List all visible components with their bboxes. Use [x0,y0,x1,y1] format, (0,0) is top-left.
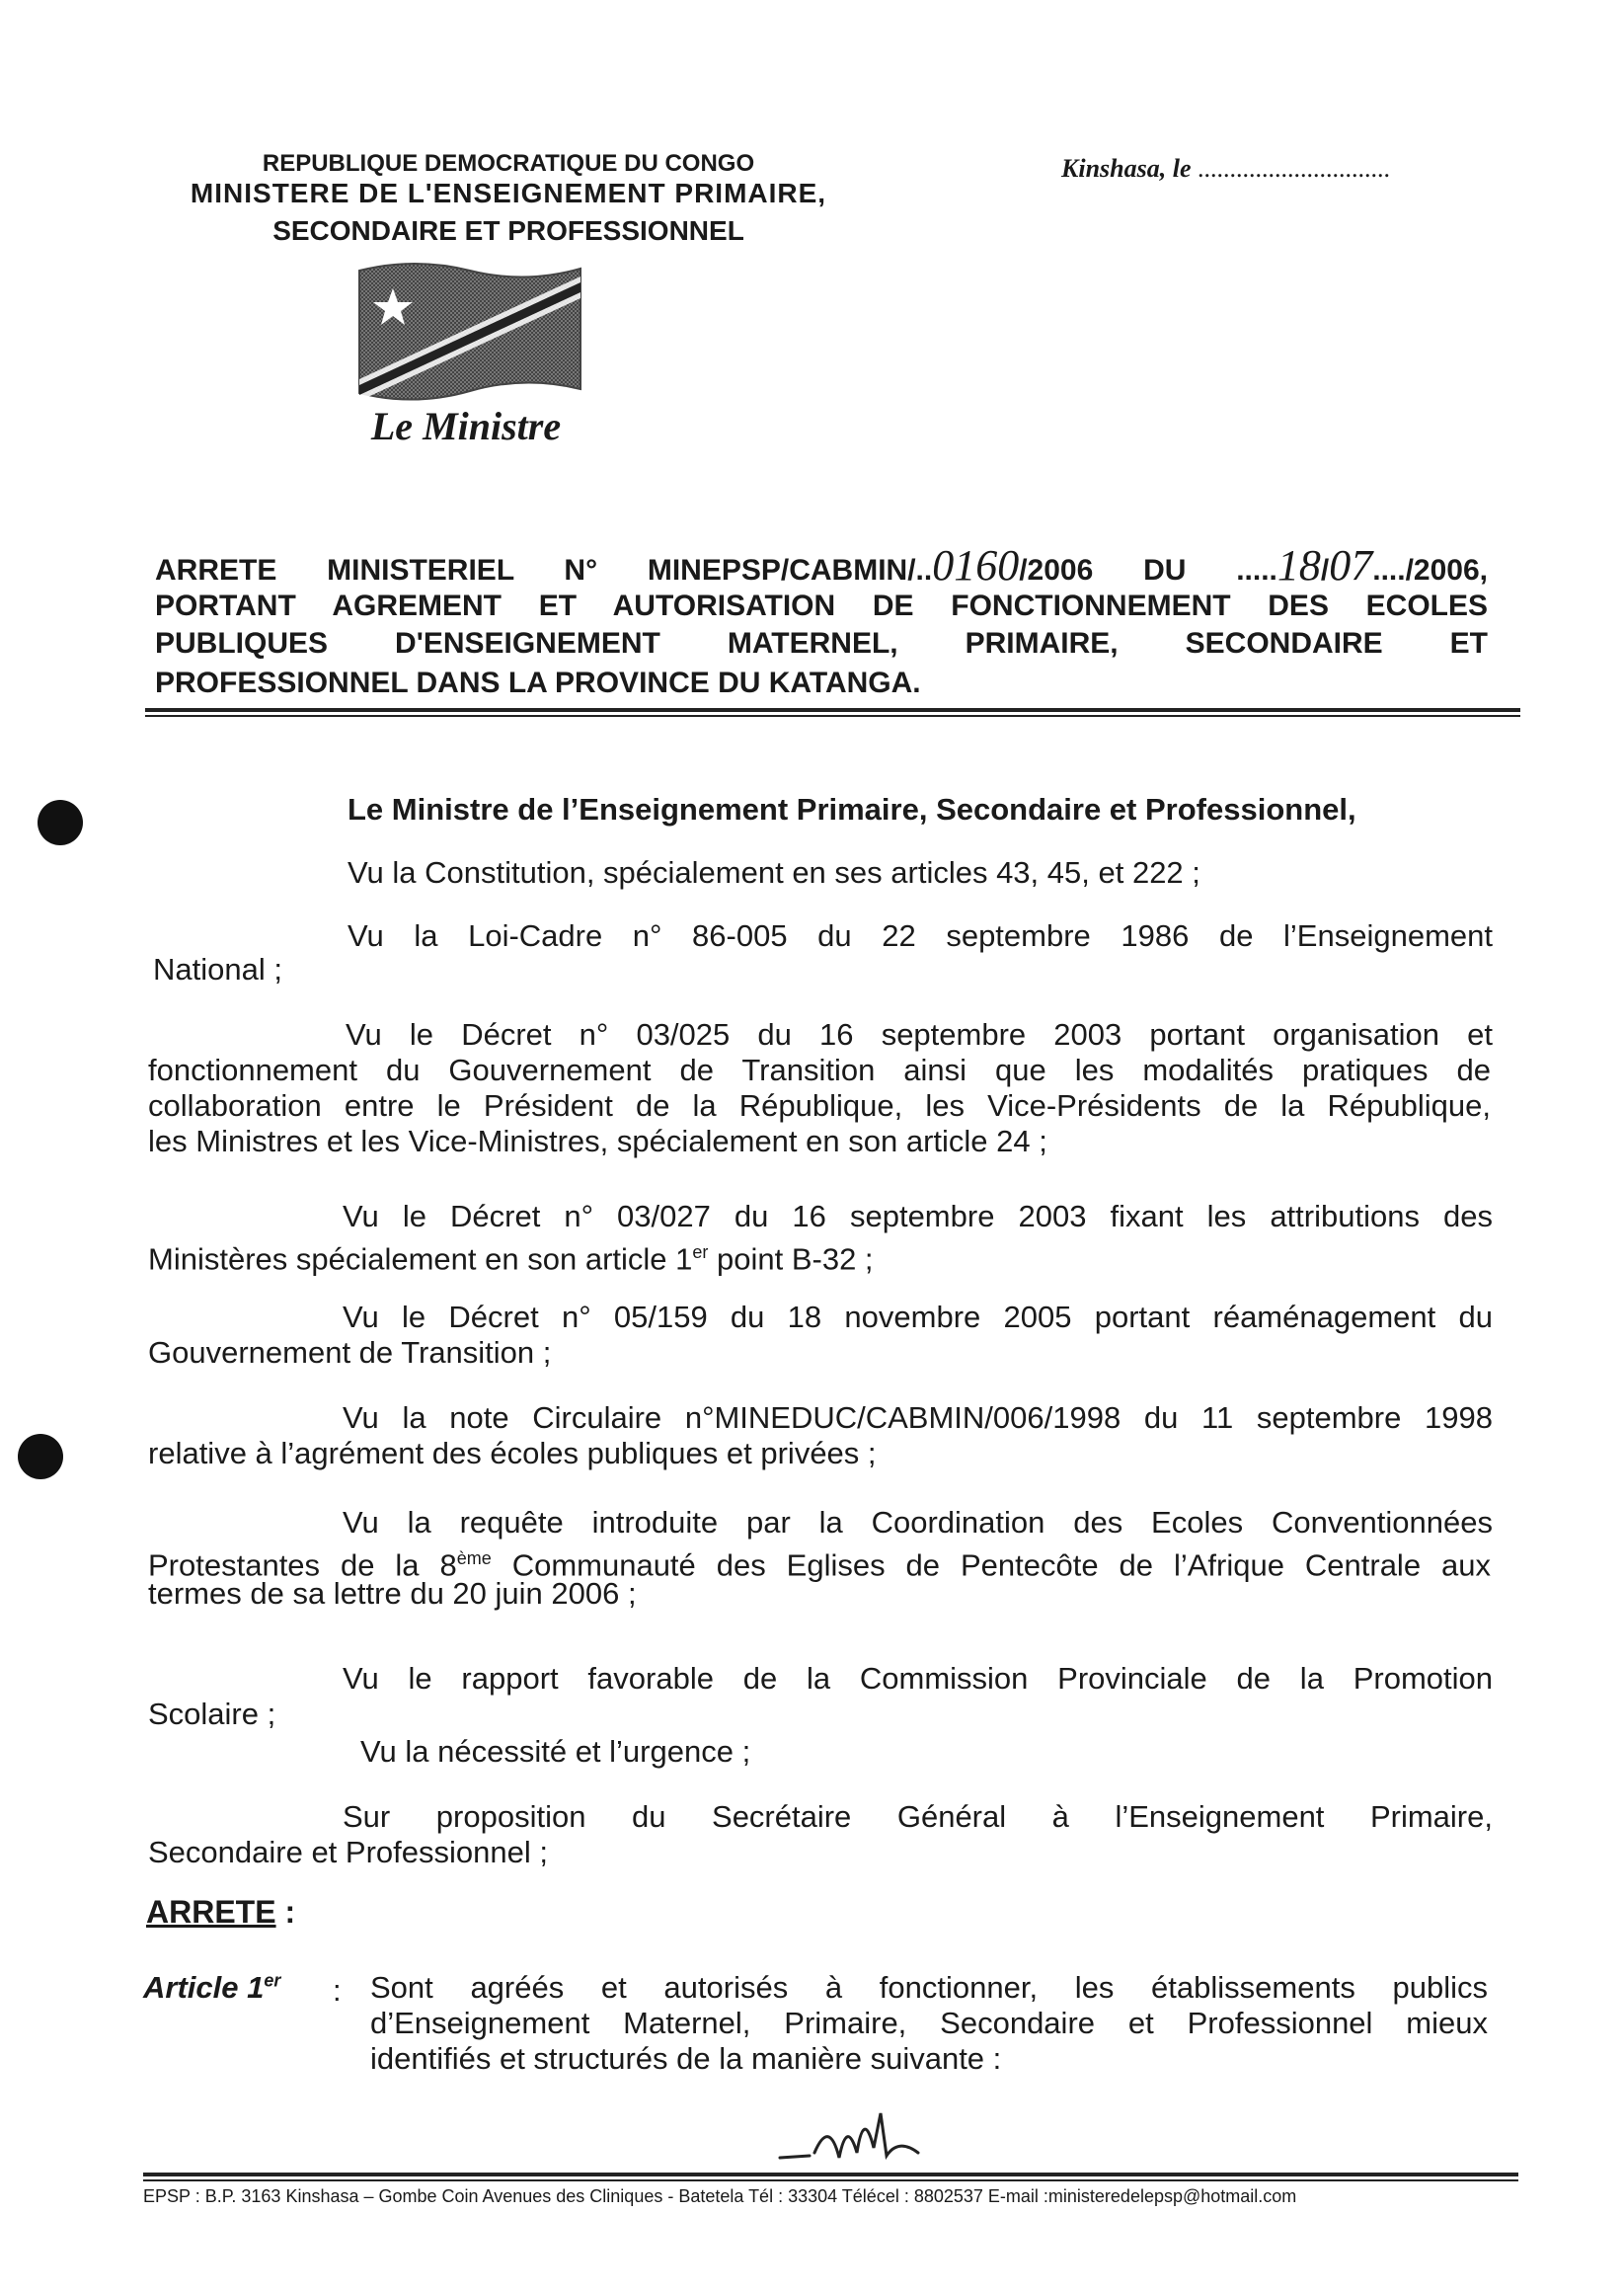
sur-proposition-line1: Sur proposition du Secrétaire Général à l’Enseignement Primaire, [343,1799,1493,1834]
date-blank: .............................. [1198,154,1390,183]
intro-minister: Le Ministre de l’Enseignement Primaire, Secondaire et Professionnel, [348,792,1356,827]
article-1-text [370,1970,1488,2077]
article-1-line2: d’Enseignement Maternel, Primaire, Secondaire et Professionnel mieux [370,2006,1488,2040]
visa-decret-025-line2: fonctionnement du Gouvernement de Transition ainsi que les modalités pratiques de [148,1053,1491,1087]
place-label: Kinshasa, le [1061,154,1192,183]
visa-decret-025-line3: collaboration entre le Président de la République, les Vice-Présidents de la République, [148,1088,1491,1123]
article-1-line3: identifiés et structurés de la manière suivante : [370,2041,1002,2076]
visa-rapport-line2: Scolaire ; [148,1697,276,1731]
visa-requete-line2: Protestantes de la 8ème Communauté des Eglises de Pentecôte de l’Afrique Centrale aux [148,1547,1491,1583]
arrete-heading: ARRETE : [146,1894,296,1930]
decree-title-line3: PUBLIQUES D'ENSEIGNEMENT MATERNEL, PRIMAIRE, SECONDAIRE ET [155,627,1488,660]
decree-title-line2: PORTANT AGREMENT ET AUTORISATION DE FONCTIONNEMENT DES ECOLES [155,590,1488,622]
visa-constitution: Vu la Constitution, spécialement en ses articles 43, 45, et 222 ; [348,855,1200,890]
decree-number-handwritten: 0160 [932,541,1020,590]
visa-requete-line1: Vu la requête introduite par la Coordination des Ecoles Conventionnées [343,1505,1493,1540]
decree-title-line1: ARRETE MINISTERIEL N° MINEPSP/CABMIN/..0160/2006 DU .....18/07..../2006, [155,541,1488,590]
signatory-title: Le Ministre [370,404,562,448]
initials-signature [770,2098,967,2177]
title-rule [145,708,1520,712]
visa-circulaire-line1: Vu la note Circulaire n°MINEDUC/CABMIN/006/1998 du 11 septembre 1998 [343,1400,1493,1435]
visa-loi-cadre-line1: Vu la Loi-Cadre n° 86-005 du 22 septembre 1986 de l’Enseignement [348,918,1493,953]
visa-decret-159-line1: Vu le Décret n° 05/159 du 18 novembre 2005 portant réaménagement du [343,1300,1493,1334]
article-1-colon: : [333,1973,342,2008]
article-1-line1: Sont agréés et autorisés à fonctionner, les établissements publics [370,1970,1488,2005]
footer-rule-thin [143,2179,1518,2181]
decree-month-handwritten: 07 [1329,541,1373,590]
header-ministry: MINISTERE DE L'ENSEIGNEMENT PRIMAIRE, [190,178,827,208]
visa-decret-025-line4: les Ministres et les Vice-Ministres, spécialement en son article 24 ; [148,1124,1047,1158]
footer-rule [143,2173,1518,2176]
visa-circulaire-line2: relative à l’agrément des écoles publiques et privées ; [148,1436,877,1470]
punch-hole [18,1434,63,1479]
visa-rapport-line1: Vu le rapport favorable de la Commission Provinciale de la Promotion [343,1661,1493,1696]
article-1-label: Article 1er [143,1970,281,2005]
visa-decret-027-line1: Vu le Décret n° 03/027 du 16 septembre 2003 fixant les attributions des [343,1199,1493,1233]
decree-title-line4: PROFESSIONNEL DANS LA PROVINCE DU KATANGA. [155,667,921,699]
visa-loi-cadre-line2: National ; [153,952,282,987]
visa-necessite: Vu la nécessité et l’urgence ; [360,1734,751,1769]
title-rule-thin [145,715,1520,717]
visa-decret-027-line2: Ministères spécialement en son article 1er point B-32 ; [148,1241,874,1277]
visa-decret-025-line1: Vu le Décret n° 03/025 du 16 septembre 2003 portant organisation et [346,1017,1493,1052]
place-date [1061,154,1390,184]
sur-proposition-line2: Secondaire et Professionnel ; [148,1835,548,1869]
decree-day-handwritten: 18 [1276,541,1321,590]
drc-flag-icon [355,259,584,407]
header-republic: REPUBLIQUE DEMOCRATIQUE DU CONGO [262,150,755,177]
footer-contact: EPSP : B.P. 3163 Kinshasa – Gombe Coin Avenues des Cliniques - Batetela Tél : 33304 Télécel : 8802537 E-mail :ministeredelepsp@hotmail.com [143,2186,1297,2206]
punch-hole [38,800,83,845]
visa-decret-159-line2: Gouvernement de Transition ; [148,1335,552,1370]
header-ministry-cont: SECONDAIRE ET PROFESSIONNEL [272,215,744,246]
visa-requete-line3: termes de sa lettre du 20 juin 2006 ; [148,1576,637,1611]
